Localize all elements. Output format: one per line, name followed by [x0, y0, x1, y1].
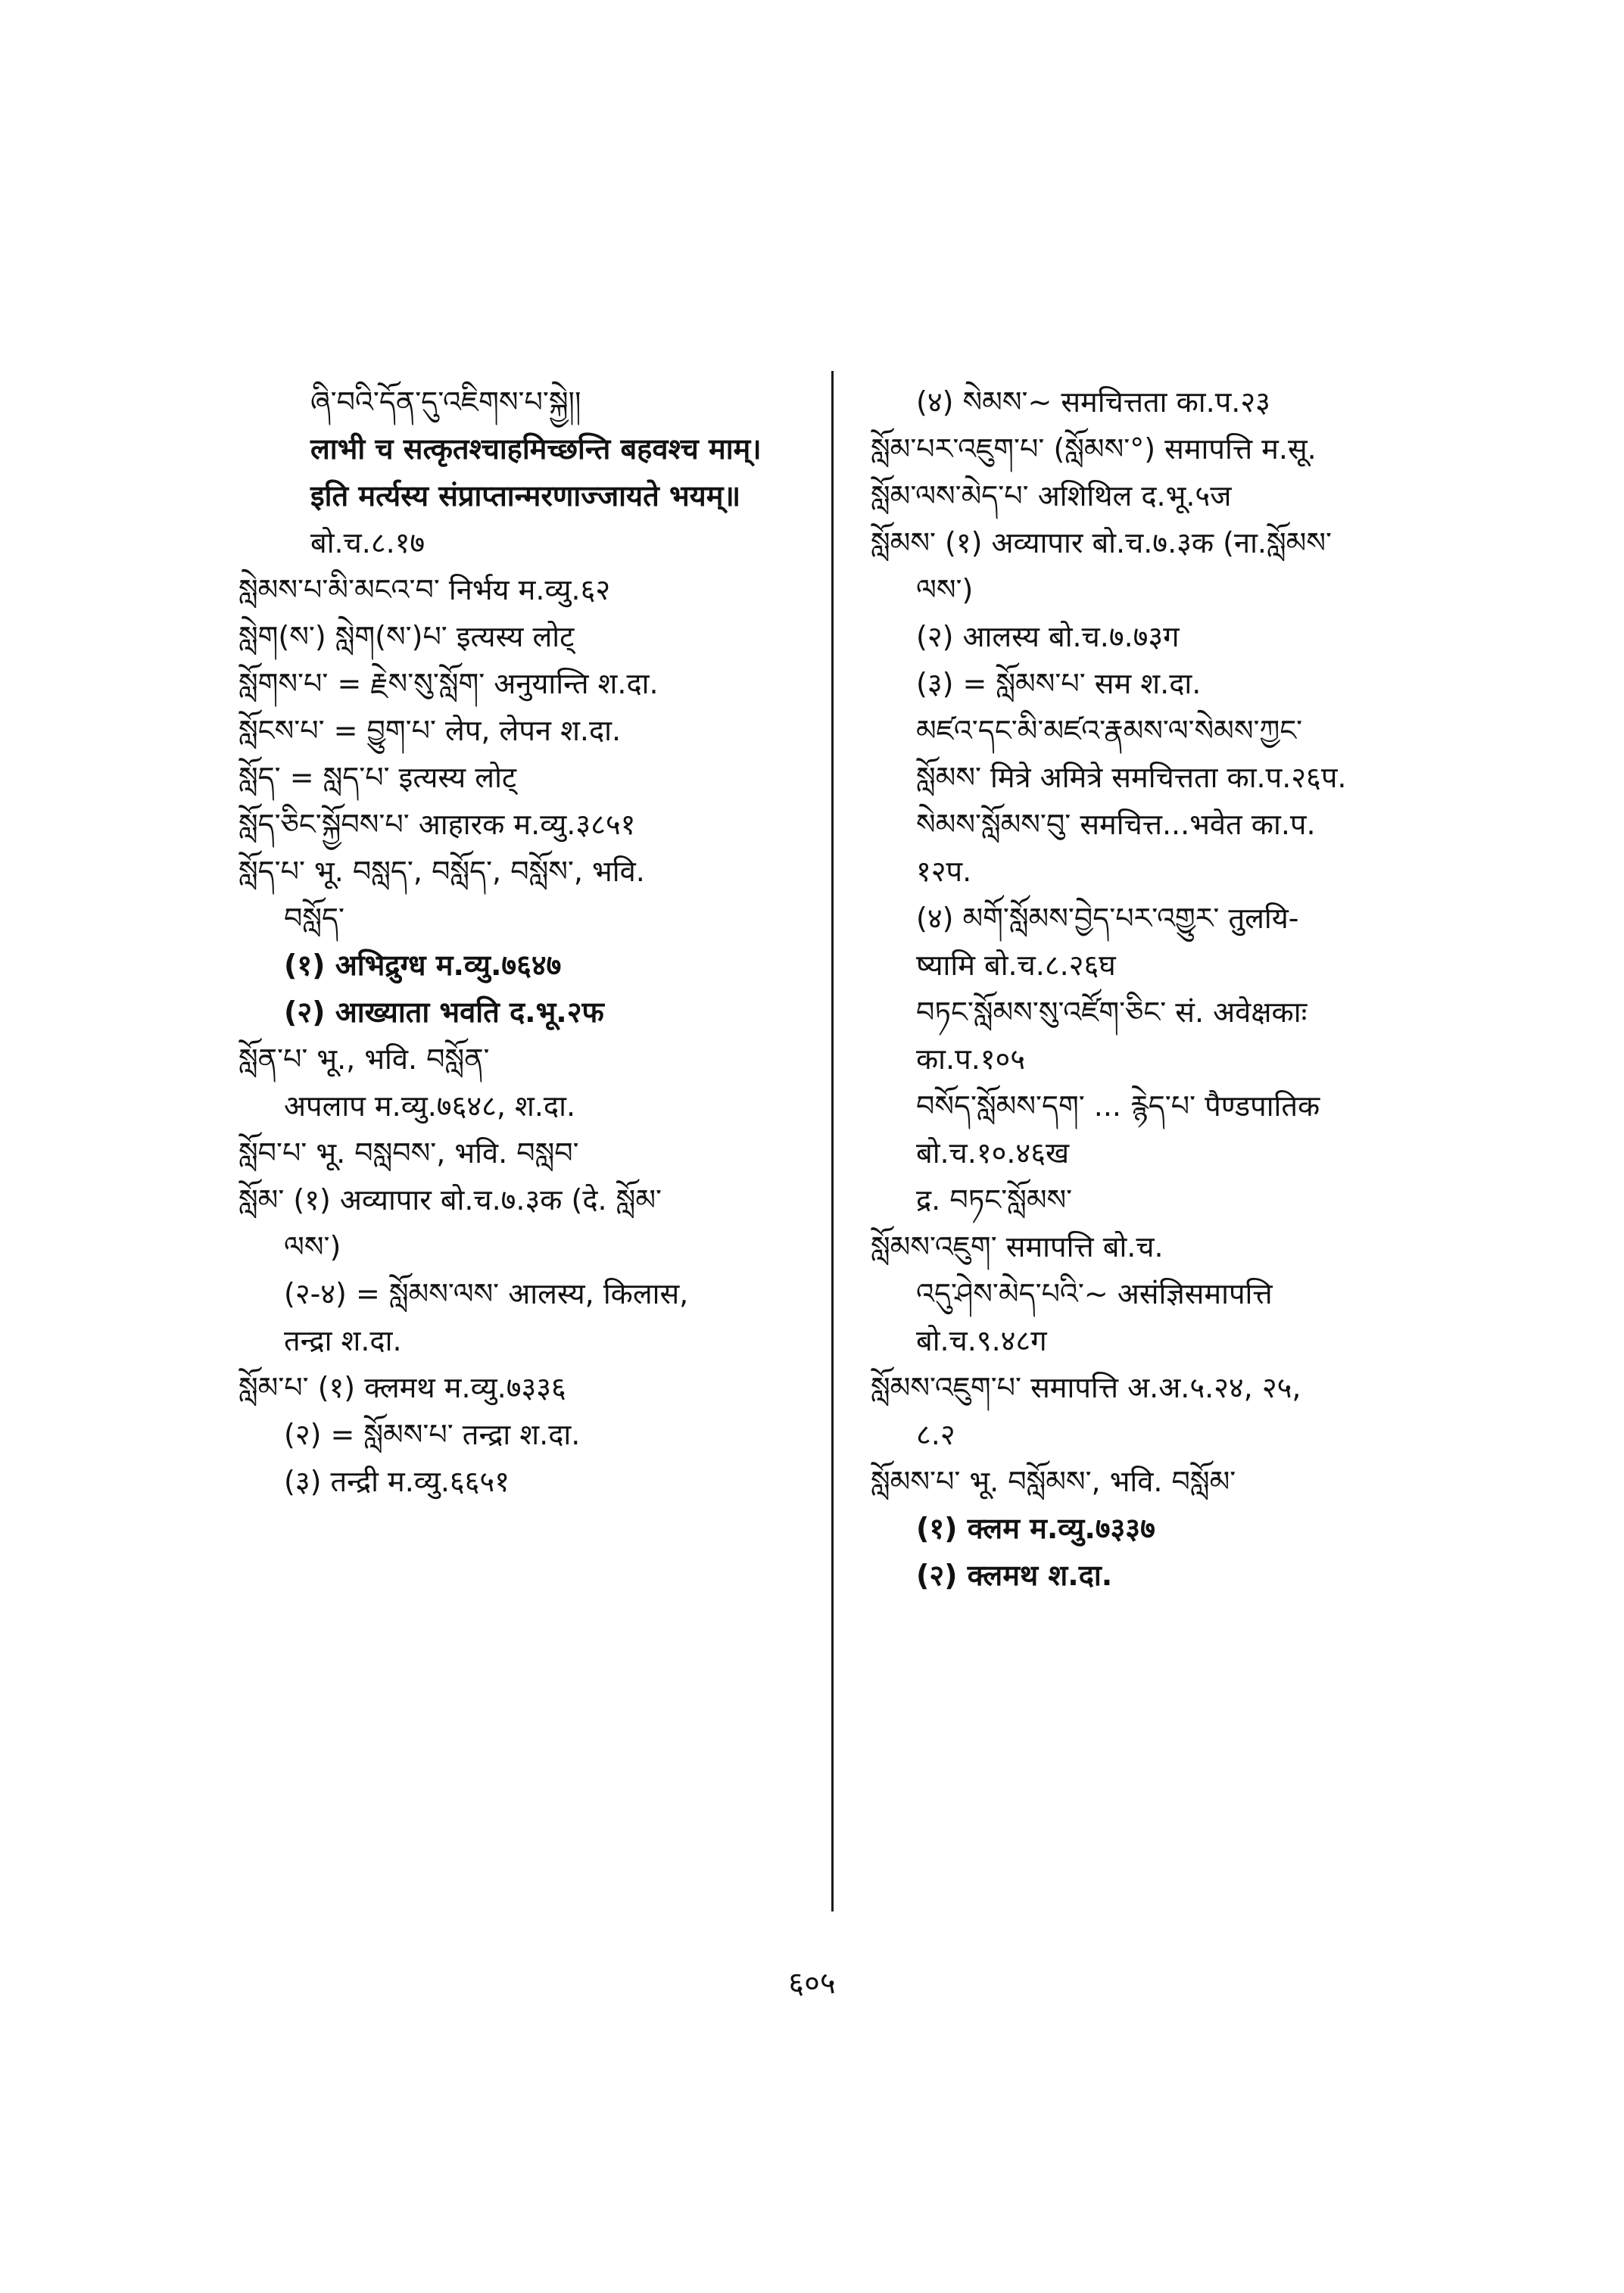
dictionary-entry-line: (२-४) = སློམས་ལས་ आलस्य, किलास, — [284, 1277, 689, 1310]
dictionary-entry-line: (३) = སློམས་པ་ सम श.दा. — [916, 667, 1202, 700]
dictionary-headword-line: སློམས་འཇུག་པ་ समापत्ति अ.अ.५.२४, २५, — [871, 1371, 1301, 1404]
dictionary-entry-line: སེམས་སློམས་བུ་ समचित्त...भवेत का.प. — [916, 808, 1316, 841]
dictionary-entry-line: བཏང་སློམས་སུ་འཛོག་ཅིང་ सं. अवेक्षकाः — [916, 995, 1308, 1029]
dictionary-entry-line: बो.च.८.१७ — [310, 526, 425, 559]
dictionary-headword-line: སློད་ = སླད་པ་ इत्यस्य लोट् — [238, 761, 517, 794]
dictionary-entry-line: (१) क्लम म.व्यु.७३३७ — [916, 1512, 1155, 1545]
right-column — [871, 379, 1484, 1599]
dictionary-entry-line: བསློད་ — [284, 902, 344, 935]
dictionary-entry-line: इति मर्त्यस्य संप्राप्तान्मरणाज्जायते भयम्॥ — [310, 479, 741, 512]
dictionary-entry-line: ཞི་བའི་དོན་དུ་འཇིགས་པ་སྐྱེ།། — [310, 385, 581, 419]
dictionary-headword-line: སློད་པ་ भू. བསླད་, བསློད་, བསློས་, भवि. — [238, 855, 645, 888]
dictionary-headword-line: སླེམས་པ་མི་མངའ་བ་ निर्भय म.व्यु.६२ — [238, 573, 611, 606]
dictionary-entry-line: (२) आख्याता भवति द.भू.२फ — [284, 995, 604, 1029]
dictionary-entry-line: अपलाप म.व्यु.७६४८, श.दा. — [284, 1089, 576, 1123]
dictionary-entry-line: द्र. བཏང་སློམས་ — [916, 1183, 1073, 1217]
dictionary-entry-line: ལས་) — [284, 1230, 341, 1263]
dictionary-entry-line: १२प. — [916, 855, 972, 888]
dictionary-entry-line: (२) क्लमथ श.दा. — [916, 1559, 1113, 1592]
dictionary-headword-line: སློམ་ (१) अव्यापार बो.च.७.३क (दे. སློམ་ — [238, 1183, 662, 1217]
dictionary-entry-line: का.प.१०५ — [916, 1042, 1026, 1076]
dictionary-headword-line: སློམ་ལས་མེད་པ་ अशिथिल द.भू.५ज — [871, 479, 1232, 512]
dictionary-headword-line: སློངས་པ་ = བྱུག་པ་ लेप, लेपन श.दा. — [238, 714, 622, 747]
dictionary-entry-line: बो.च.९.४८ग — [916, 1324, 1047, 1357]
dictionary-entry-line: (४) སེམས་~ समचित्तता का.प.२३ — [916, 385, 1270, 419]
left-column — [238, 379, 829, 1505]
dictionary-headword-line: སླེག(ས་) སླེག(ས་)པ་ इत्यस्य लोट् — [238, 620, 575, 653]
dictionary-headword-line: སློམས་འཇུག་ समापत्ति बो.च. — [871, 1230, 1164, 1263]
dictionary-entry-line: लाभी च सत्कृतश्चाहमिच्छन्ति बहवश्च माम्। — [310, 432, 762, 466]
dictionary-headword-line: སློབ་པ་ भू. བསླབས་, भवि. བསླབ་ — [238, 1136, 579, 1170]
dictionary-entry-line: (२) आलस्य बो.च.७.७३ग — [916, 620, 1180, 653]
dictionary-entry-line: (१) अभिद्रुग्ध म.व्यु.७६४७ — [284, 949, 562, 982]
dictionary-headword-line: སློད་ཅིང་སྐྱོབས་པ་ आहारक म.व्यु.३८५१ — [238, 808, 636, 841]
dictionary-entry-line: (३) तन्द्री म.व्यु.६६५१ — [284, 1465, 510, 1498]
dictionary-entry-line: མཛའ་དང་མི་མཛའ་རྣམས་ལ་སེམས་ཀྱང་ — [916, 714, 1303, 747]
dictionary-entry-line: तन्द्रा श.दा. — [284, 1324, 402, 1357]
dictionary-entry-line: སློམས་ मित्रे अमित्रे समचित्तता का.प.२६प. — [916, 761, 1347, 794]
column-divider — [831, 371, 834, 1911]
dictionary-headword-line: སློམས་པ་ भू. བསློམས་, भवि. བསློམ་ — [871, 1465, 1236, 1498]
dictionary-entry-line: ष्यामि बो.च.८.२६घ — [916, 949, 1116, 982]
dictionary-entry-line: ལས་) — [916, 573, 974, 606]
dictionary-headword-line: སློམ་པར་འཇུག་པ་ (སློམས་°) समापत्ति म.सू. — [871, 432, 1317, 466]
page-number: ६०५ — [788, 1966, 836, 2001]
dictionary-headword-line: སློན་པ་ भू., भवि. བསློན་ — [238, 1042, 490, 1076]
dictionary-headword-line: སློགས་པ་ = རྗེས་སུ་སློག་ अनुयान्ति श.दा. — [238, 667, 659, 700]
dictionary-headword-line: སློམས་ (१) अव्यापार बो.च.७.३क (ना.སློམས་ — [871, 526, 1332, 559]
dictionary-entry-line: ८.२ — [916, 1418, 955, 1451]
dictionary-entry-line: (४) མགོ་སློམས་བྱེད་པར་འགྱུར་ तुलयि- — [916, 902, 1299, 935]
dictionary-entry-line: (२) = སློམས་པ་ तन्द्रा श.दा. — [284, 1418, 581, 1451]
dictionary-entry-line: बो.च.१०.४६ख — [916, 1136, 1070, 1170]
dictionary-headword-line: སློམ་པ་ (१) क्लमथ म.व्यु.७३३६ — [238, 1371, 566, 1404]
dictionary-entry-line: བསོད་སློམས་དག་ ... རྙེད་པ་ पैण्डपातिक — [916, 1089, 1320, 1123]
dictionary-entry-line: འདུ་ཤེས་མེད་པའི་~ असंज्ञिसमापत्ति — [916, 1277, 1273, 1310]
